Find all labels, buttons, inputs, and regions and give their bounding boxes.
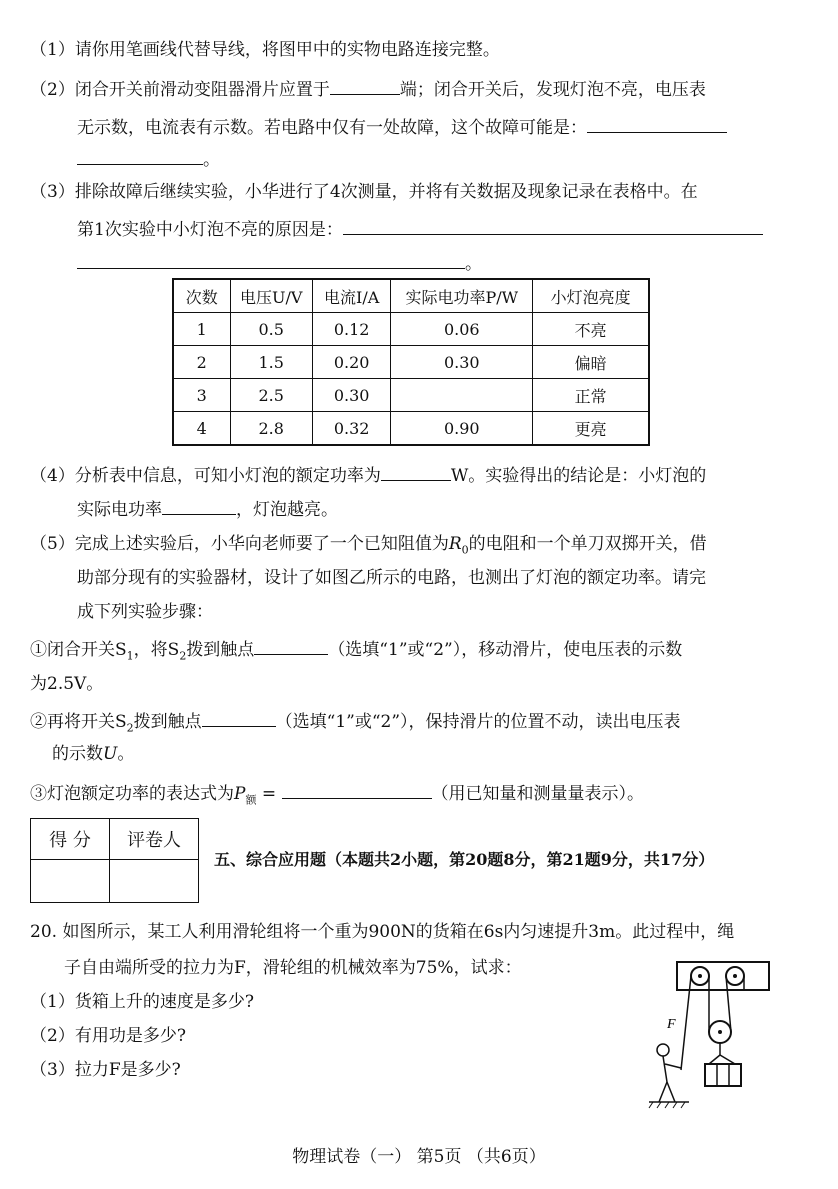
- answer-blank-rated-power[interactable]: [381, 462, 451, 481]
- item-3-line2: [77, 216, 763, 242]
- table-cell: 2.5: [230, 379, 312, 412]
- step-3-text-c: （用已知量和测量量表示）。: [431, 784, 645, 804]
- item-3-text-a: （3）排除故障后继续实验，小华进行了4次测量，并将有关数据及现象记录在表格中。在: [30, 182, 698, 202]
- q20-text-1: 20. 如图所示，某工人利用滑轮组将一个重为900N的货箱在6s内匀速提升3m。此过程中，绳: [30, 922, 735, 942]
- step-1-line1: [30, 636, 682, 668]
- table-cell: 2: [173, 346, 230, 379]
- q20-sub2: [30, 1024, 186, 1048]
- item-5-text-c: 助部分现有的实验器材，设计了如图乙所示的电路，也测出了灯泡的额定功率。请完: [77, 568, 706, 588]
- step-3-line: [30, 780, 644, 812]
- symbol-U: U: [103, 744, 118, 764]
- symbol-R0-sub: 0: [461, 543, 469, 557]
- footer-text: 物理试卷（一） 第5页 （共6页）: [292, 1147, 546, 1167]
- table-cell: 更亮: [533, 412, 649, 446]
- data-table: [172, 278, 650, 446]
- table-header: 电压U/V: [230, 279, 312, 313]
- grader-input-cell[interactable]: [110, 860, 199, 903]
- section-title-text: 五、综合应用题（本题共2小题，第20题8分，第21题9分，共17分）: [214, 850, 715, 869]
- item-3-line1: [30, 180, 698, 204]
- item-2-text-a: （2）闭合开关前滑动变阻器滑片应置于: [30, 80, 330, 100]
- table-header: 电流I/A: [312, 279, 391, 313]
- grader-label: 评卷人: [110, 819, 199, 860]
- answer-blank-fault-cont[interactable]: [77, 146, 203, 165]
- step-1-text-a: ①闭合开关S: [30, 640, 127, 660]
- answer-blank-contact-1[interactable]: [254, 636, 328, 655]
- table-cell: 1: [173, 313, 230, 346]
- answer-blank-slider-end[interactable]: [330, 76, 400, 95]
- q20-line2: [64, 956, 522, 980]
- q20-line1: [30, 920, 734, 944]
- item-4-text-c: 实际电功率: [77, 500, 162, 520]
- step-1-text-b: ，将S: [133, 640, 180, 660]
- table-cell: 0.32: [312, 412, 391, 446]
- q20-sub2-text: （2）有用功是多少?: [30, 1026, 186, 1046]
- item-2-text-c: 无示数，电流表有示数。若电路中仅有一处故障，这个故障可能是：: [77, 118, 587, 138]
- q20-text-2: 子自由端所受的拉力为F，滑轮组的机械效率为75%，试求：: [64, 958, 522, 978]
- q20-sub3: [30, 1058, 181, 1082]
- page-footer: [0, 1142, 838, 1167]
- table-cell: 3: [173, 379, 230, 412]
- table-row: [173, 412, 649, 446]
- table-cell: 0.5: [230, 313, 312, 346]
- table-cell: 0.30: [312, 379, 391, 412]
- q20-sub1: [30, 990, 254, 1014]
- step-2-text-e: 。: [117, 744, 135, 764]
- step-1-sub2: 2: [179, 649, 187, 663]
- table-cell-empty[interactable]: [391, 379, 533, 412]
- score-box: [30, 818, 199, 903]
- step-1-text-e: 为2.5V。: [30, 674, 104, 694]
- table-header-row: [173, 279, 649, 313]
- table-cell: 0.06: [391, 313, 533, 346]
- symbol-P-sub: 额: [245, 793, 257, 807]
- table-cell: 正常: [533, 379, 649, 412]
- table-row: [173, 379, 649, 412]
- item-2-line1: [30, 76, 706, 102]
- q20-sub3-text: （3）拉力F是多少?: [30, 1060, 181, 1080]
- step-1-text-c: 拨到触点: [186, 640, 255, 660]
- answer-blank-reason-cont[interactable]: [77, 250, 465, 269]
- item-4-line2: [77, 496, 338, 522]
- table-row: [173, 313, 649, 346]
- item-2-text-b: 端；闭合开关后，发现灯泡不亮，电压表: [399, 80, 706, 100]
- item-1: [30, 38, 500, 62]
- crate: [705, 1064, 741, 1086]
- answer-blank-conclusion[interactable]: [162, 496, 236, 515]
- item-1-text: （1）请你用笔画线代替导线，将图甲中的实物电路连接完整。: [30, 40, 500, 60]
- item-4-text-a: （4）分析表中信息，可知小灯泡的额定功率为: [30, 466, 381, 486]
- table-row: [173, 346, 649, 379]
- worker: [657, 1044, 669, 1056]
- table-cell: 偏暗: [533, 346, 649, 379]
- item-2-line3: [77, 146, 220, 172]
- item-5-line1: [30, 532, 707, 562]
- item-3-line3: [77, 250, 482, 276]
- step-1-sub1: 1: [126, 649, 134, 663]
- step-2-sub: 2: [126, 721, 134, 735]
- answer-blank-fault[interactable]: [587, 114, 727, 133]
- symbol-P: P: [234, 784, 246, 804]
- item-5-text-d: 成下列实验步骤：: [77, 602, 213, 622]
- step-2-text-a: ②再将开关S: [30, 712, 127, 732]
- table-cell: 0.30: [391, 346, 533, 379]
- step-2-text-b: 拨到触点: [133, 712, 202, 732]
- table-cell: 不亮: [533, 313, 649, 346]
- item-2-end: 。: [203, 150, 220, 170]
- step-3-eq: =: [256, 784, 282, 804]
- answer-blank-reason[interactable]: [343, 216, 763, 235]
- item-5-text-b: 的电阻和一个单刀双掷开关，借: [468, 534, 707, 554]
- table-header: 小灯泡亮度: [533, 279, 649, 313]
- table-cell: 0.90: [391, 412, 533, 446]
- score-input-cell[interactable]: [31, 860, 110, 903]
- score-label: 得 分: [31, 819, 110, 860]
- table-header: 实际电功率P/W: [391, 279, 533, 313]
- table-cell: 0.20: [312, 346, 391, 379]
- step-2-text-c: （选填“1”或“2”），保持滑片的位置不动，读出电压表: [275, 712, 681, 732]
- item-2-line2: [77, 114, 727, 140]
- item-4-text-b: W。实验得出的结论是：小灯泡的: [450, 466, 707, 486]
- answer-blank-contact-2[interactable]: [202, 708, 276, 727]
- step-2-text-d: 的示数: [52, 744, 103, 764]
- answer-blank-expression[interactable]: [282, 780, 432, 799]
- section-title: [214, 848, 714, 872]
- step-1-line2: [30, 672, 103, 696]
- q20-sub1-text: （1）货箱上升的速度是多少?: [30, 992, 254, 1012]
- force-label-F: F: [667, 1017, 676, 1032]
- step-1-text-d: （选填“1”或“2”），移动滑片，使电压表的示数: [328, 640, 683, 660]
- item-4-text-d: ，灯泡越亮。: [236, 500, 338, 520]
- item-5-text-a: （5）完成上述实验后，小华向老师要了一个已知阻值为: [30, 534, 449, 554]
- pulley-figure: [645, 960, 775, 1120]
- table-cell: 4: [173, 412, 230, 446]
- symbol-R0: R: [448, 534, 462, 554]
- item-3-end: 。: [465, 254, 482, 274]
- table-cell: 2.8: [230, 412, 312, 446]
- item-5-line3: [77, 600, 213, 624]
- step-2-line2: [52, 742, 134, 766]
- step-2-line1: [30, 708, 681, 740]
- item-4-line1: [30, 462, 706, 488]
- step-3-text-a: ③灯泡额定功率的表达式为: [30, 784, 234, 804]
- table-header: 次数: [173, 279, 230, 313]
- table-cell: 0.12: [312, 313, 391, 346]
- item-5-line2: [77, 566, 706, 590]
- table-cell: 1.5: [230, 346, 312, 379]
- item-3-text-b: 第1次实验中小灯泡不亮的原因是：: [77, 220, 343, 240]
